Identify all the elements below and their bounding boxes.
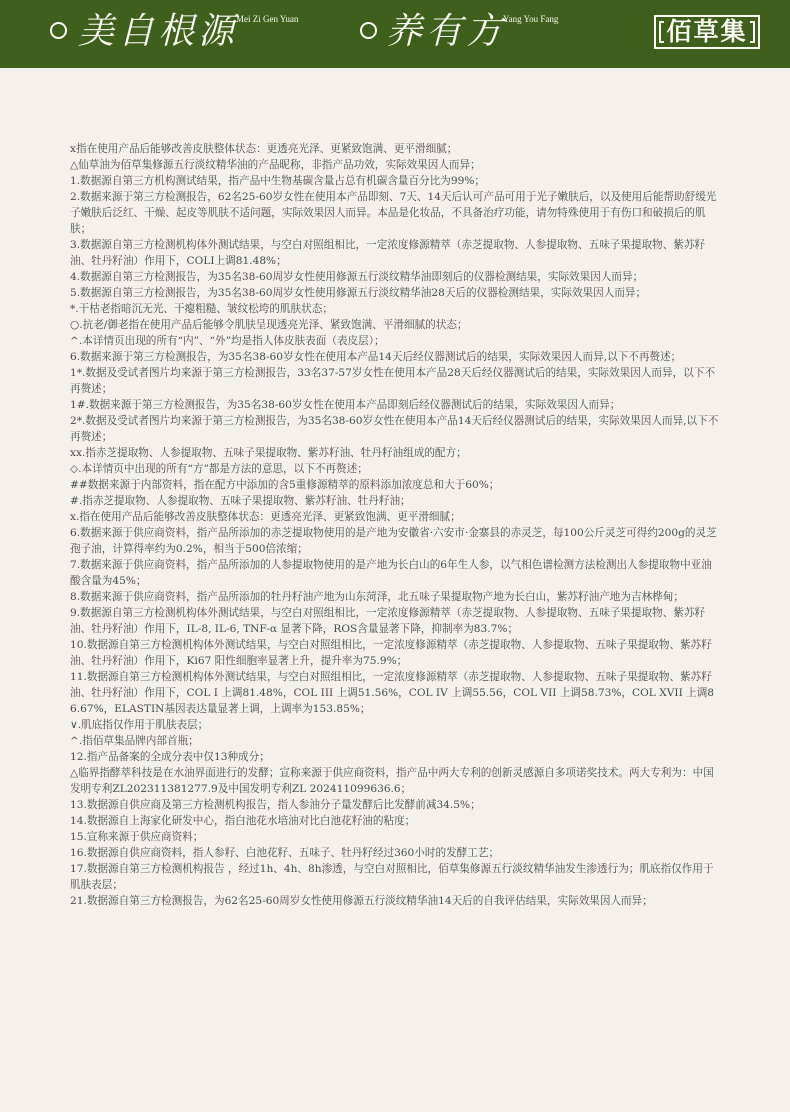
footnote-item: ^.指佰草集品牌内部首瓶； xyxy=(70,735,199,747)
footnote-item: 2*.数据及受试者图片均来源于第三方检测报告，为35名38-60岁女性在使用本产品14天后经仪器测试后的结果，实际效果因人而异,以下不再赘述； xyxy=(70,415,719,443)
footnote-item: 5.数据源自第三方检测报告，为35名38-60周岁女性使用修源五行淡纹精华油28天后的仪器检测结果，实际效果因人而异； xyxy=(70,287,647,299)
footnote-item: ∨.肌底指仅作用于肌肤表层； xyxy=(70,719,209,731)
footnote-item: △仙草油为佰草集修源五行淡纹精华油的产品昵称，非指产品功效，实际效果因人而异； xyxy=(70,159,481,171)
footnote-item: 4.数据源自第三方检测报告，为35名38-60周岁女性使用修源五行淡纹精华油即刻后的仪器检测结果，实际效果因人而异； xyxy=(70,271,644,283)
footnote-item: ◇.本详情页中出现的所有“方”都是方法的意思，以下不再赘述； xyxy=(70,463,368,475)
footnote-item: 7.数据来源于供应商资料，指产品所添加的人参提取物使用的是产地为长白山的6年生人参，以气相色谱检测方法检测出人参提取物中亚油酸含量为45%； xyxy=(70,559,712,587)
footnote-item: 6.数据来源于第三方检测报告，为35名38-60岁女性在使用本产品14天后经仪器测试后的结果，实际效果因人而异,以下不再赘述； xyxy=(70,351,682,363)
footnote-item: 9.数据源自第三方检测机构体外测试结果，与空白对照组相比，一定浓度修源精萃（赤芝提取物、人参提取物、五味子果提取物、紫苏籽油、牡丹籽油）作用下，IL-8, IL-6, TNF-α 显著下降，ROS含量显著下降，抑制率为83.7%； xyxy=(70,607,706,635)
circle-icon xyxy=(360,22,377,39)
footnote-item: △临界指酵萃科技是在水油界面进行的发酵；宣称来源于供应商资料，指产品中两大专利的创新灵感源自多项诺奖技术。两大专利为：中国发明专利ZL202311381277.9及中国发明专利ZL 202411099636.6； xyxy=(70,767,714,795)
footnote-item: #.指赤芝提取物、人参提取物、五味子果提取物、紫苏籽油、牡丹籽油； xyxy=(70,495,411,507)
slogan-right-pinyin: Yang You Fang xyxy=(503,14,559,24)
footnote-item: 14.数据源自上海家化研发中心，指白池花水培油对比白池花籽油的粘度； xyxy=(70,815,416,827)
brand-logo-text: 佰草集 xyxy=(666,17,748,46)
footnotes-list xyxy=(70,141,720,909)
footnote-item: xx.指赤芝提取物、人参提取物、五味子果提取物、紫苏籽油、牡丹籽油组成的配方； xyxy=(70,447,467,459)
brand-logo xyxy=(654,15,760,49)
page-header xyxy=(0,0,790,68)
footnote-item: 16.数据源自供应商资料，指人参籽、白池花籽、五味子、牡丹籽经过360小时的发酵工艺； xyxy=(70,847,500,859)
footnote-item: 11.数据源自第三方检测机构体外测试结果，与空白对照组相比，一定浓度修源精萃（赤芝提取物、人参提取物、五味子果提取物、紫苏籽油、牡丹籽油）作用下，COL I 上调81.48%，COL III 上调51.56%，COL IV 上调55.56，COL VII 上调58.73%，COL XVII 上调86.67%，ELASTIN基因表达量显著上调，上调率为153.85%； xyxy=(70,671,715,715)
footnote-item: 15.宣称来源于供应商资料； xyxy=(70,831,204,843)
footnote-item: 1.数据源自第三方机构测试结果，指产品中生物基碳含量占总有机碳含量百分比为99%； xyxy=(70,175,486,187)
footnote-item: 13.数据源自供应商及第三方检测机构报告，指人参油分子量发酵后比发酵前减34.5%； xyxy=(70,799,481,811)
slogan-right-chinese: 养有方 xyxy=(386,11,507,52)
footnote-item: 2.数据来源于第三方检测报告，62名25-60岁女性在使用本产品即刻、7天、14天后认可产品可用于光子嫩肤后，以及使用后能帮助舒缓光子嫩肤后泛红、干燥、起皮等肌肤不适问题，实际效果因人而异。本品是化妆品，不具备治疗功能，请勿特殊使用于有伤口和破损后的肌肤； xyxy=(70,191,717,235)
footnote-item: *.干枯老指暗沉无光、干瘪粗糙、皱纹松垮的肌肤状态； xyxy=(70,303,333,315)
circle-icon xyxy=(50,22,67,39)
footnote-item: 3.数据源自第三方检测机构体外测试结果，与空白对照组相比，一定浓度修源精萃（赤芝提取物、人参提取物、五味子果提取物、紫苏籽油、牡丹籽油）作用下，COLI上调81.48%； xyxy=(70,239,706,267)
footnote-item: 1#.数据来源于第三方检测报告，为35名38-60岁女性在使用本产品即刻后经仪器测试后的结果，实际效果因人而异； xyxy=(70,399,621,411)
slogan-left-pinyin: Mei Zi Gen Yuan xyxy=(236,14,299,24)
footnote-item: 1*.数据及受试者图片均来源于第三方检测报告，33名37-57岁女性在使用本产品28天后经仪器测试后的结果，实际效果因人而异，以下不再赘述； xyxy=(70,367,715,395)
slogan-left-chinese: 美自根源 xyxy=(78,11,239,52)
footnote-item: x.指在使用产品后能够改善皮肤整体状态：更透亮光泽、更紧致饱满、更平滑细腻； xyxy=(70,511,461,523)
footnote-item: ##数据来源于内部资料，指在配方中添加的含5重修源精萃的原料添加浓度总和大于60%； xyxy=(70,479,500,491)
footnote-item: 8.数据来源于供应商资料，指产品所添加的牡丹籽油产地为山东菏泽，北五味子果提取物产地为长白山，紫苏籽油产地为吉林桦甸； xyxy=(70,591,684,603)
footnote-item: 6.数据来源于供应商资料，指产品所添加的赤芝提取物使用的是产地为安徽省·六安市·金寨县的赤灵芝，每100公斤灵芝可得约200g的灵芝孢子油，计算得率约为0.2%，相当于500倍浓缩； xyxy=(70,527,717,555)
footnote-item: ○.抗老/御老指在使用产品后能够令肌肤呈现透亮光泽、紧致饱满、平滑细腻的状态； xyxy=(70,319,468,331)
footnote-item: ^.本详情页出现的所有“内”、“外”均是指人体皮肤表面（表皮层）； xyxy=(70,335,385,347)
footnote-item: 21.数据源自第三方检测报告，为62名25-60周岁女性使用修源五行淡纹精华油14天后的自我评估结果，实际效果因人而异； xyxy=(70,895,653,907)
footnote-item: 17.数据源自第三方检测机构报告 ，经过1h、4h、8h渗透，与空白对照相比，佰草集修源五行淡纹精华油发生渗透行为；肌底指仅作用于肌肤表层； xyxy=(70,863,714,891)
footnote-item: 12.指产品备案的全成分表中仅13种成分； xyxy=(70,751,270,763)
footnote-item: x指在使用产品后能够改善皮肤整体状态：更透亮光泽、更紧致饱满、更平滑细腻； xyxy=(70,143,458,155)
footnote-item: 10.数据源自第三方检测机构体外测试结果，与空白对照组相比，一定浓度修源精萃（赤芝提取物、人参提取物、五味子果提取物、紫苏籽油、牡丹籽油）作用下，Ki67 阳性细胞率显著上升，提升率为75.9%； xyxy=(70,639,712,667)
